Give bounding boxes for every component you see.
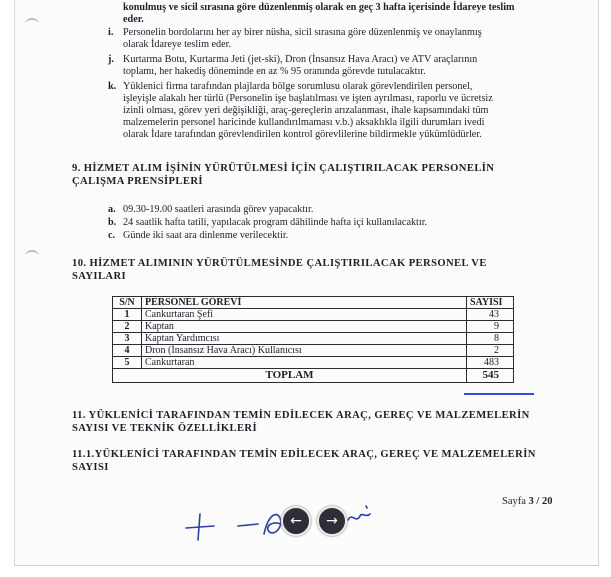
item-text: malzemelerin personel haricinde kullandırılmaması v.b.) aksaklıkla ilgili durumları ivedi [123,117,485,128]
page-prefix: Sayfa [502,496,526,507]
punch-hole-mark [25,18,39,30]
section-heading: 11.1.YÜKLENİCİ TARAFINDAN TEMİN EDİLECEK ARAÇ, GEREÇ VE MALZEMELERİN [72,449,536,460]
continuation-line: eder. [123,14,144,25]
item-text: 24 saatlik hafta tatili, yapılacak program dâhilinde hafta içi kullanılacaktır. [123,217,428,228]
table-row [113,345,514,357]
item-text: olarak İdareye teslim eder. [123,39,232,50]
cell-count: 483 [467,357,514,369]
item-text: olarak İdare tarafından görevlendirilen kontrol görevlilerine bildirmekle yükümlüdürler. [123,129,482,140]
section-heading: 11. YÜKLENİCİ TARAFINDAN TEMİN EDİLECEK ARAÇ, GEREÇ VE MALZEMELERİN [72,410,530,421]
table-row [113,321,514,333]
cell-count: 9 [467,321,514,333]
item-marker: j. [108,54,114,65]
section-heading: SAYISI VE TEKNİK ÖZELLİKLERİ [72,423,257,434]
item-text: toplamı, her hakediş döneminde en az % 95 oranında görevde tutulacaktır. [123,66,426,77]
cell-count: 8 [467,333,514,345]
item-marker: a. [108,204,116,215]
item-text: izinli olması, görev yeri değişikliği, araç-gereçlerin arızalanması, ihale kapsamındaki tüm [123,105,489,116]
page-total: 20 [541,496,553,507]
page-separator: / [536,496,540,507]
item-text: Kurtarma Botu, Kurtarma Jeti (jet-ski), Dron (İnsansız Hava Aracı) ve ATV araçlarının [123,54,478,65]
section-heading: SAYISI [72,462,109,473]
header-sn: S/N [113,297,142,309]
cell-role: Cankurtaran [142,357,467,369]
total-value: 545 [467,369,514,383]
table-total-row [113,369,514,383]
cell-sn: 2 [113,321,142,333]
item-marker: i. [108,27,114,38]
cell-role: Kaptan [142,321,467,333]
arrow-right-icon: → [326,513,338,529]
table-row [113,357,514,369]
table-row [113,309,514,321]
item-text: 09.30-19.00 saatleri arasında görev yapacaktır. [123,204,314,215]
item-marker: c. [108,230,116,241]
section-heading: ÇALIŞMA PRENSİPLERİ [72,176,203,187]
header-count: SAYISI [467,297,514,309]
continuation-line: konulmuş ve sicil sırasına göre düzenlenmiş olarak en geç 3 hafta içerisinde İdareye teslim [123,2,515,13]
item-text: Personelin bordolarını her ay birer nüsha, sicil sırasına göre düzenlenmiş ve onaylanmış [123,27,482,38]
item-text: Günde iki saat ara dinlenme verilecektir. [123,230,289,241]
blue-underline-mark [464,393,534,395]
cell-role: Dron (İnsansız Hava Aracı) Kullanıcısı [142,345,467,357]
personnel-table [112,296,514,383]
item-marker: k. [108,81,117,92]
header-role: PERSONEL GÖREVİ [142,297,467,309]
section-heading: 9. HİZMET ALIM İŞİNİN YÜRÜTÜLMESİ İÇİN ÇALIŞTIRILACAK PERSONELİN [72,163,495,174]
punch-hole-mark [25,250,39,262]
item-text: Yüklenici firma tarafından plajlarda bölge sorumlusu olarak görevlendirilen personel, [123,81,473,92]
next-page-button[interactable] [317,506,347,536]
cell-role: Cankurtaran Şefi [142,309,467,321]
section-heading: 10. HİZMET ALIMININ YÜRÜTÜLMESİNDE ÇALIŞTIRILACAK PERSONEL VE [72,258,487,269]
cell-count: 43 [467,309,514,321]
cell-role: Kaptan Yardımcısı [142,333,467,345]
section-heading: SAYILARI [72,271,127,282]
arrow-left-icon: ← [290,513,302,529]
prev-page-button[interactable] [281,506,311,536]
table-row [113,333,514,345]
cell-sn: 1 [113,309,142,321]
cell-sn: 5 [113,357,142,369]
cell-sn: 4 [113,345,142,357]
page-current: 3 [528,496,534,507]
signature [180,498,380,548]
page-number [502,496,552,508]
table-header-row [113,297,514,309]
total-label: TOPLAM [113,369,467,383]
cell-sn: 3 [113,333,142,345]
item-marker: b. [108,217,117,228]
cell-count: 2 [467,345,514,357]
item-text: işleyişle alakalı her türlü (Personelin işe başlatılması ve işten ayrılması, raporlu ve ücretsiz [123,93,493,104]
